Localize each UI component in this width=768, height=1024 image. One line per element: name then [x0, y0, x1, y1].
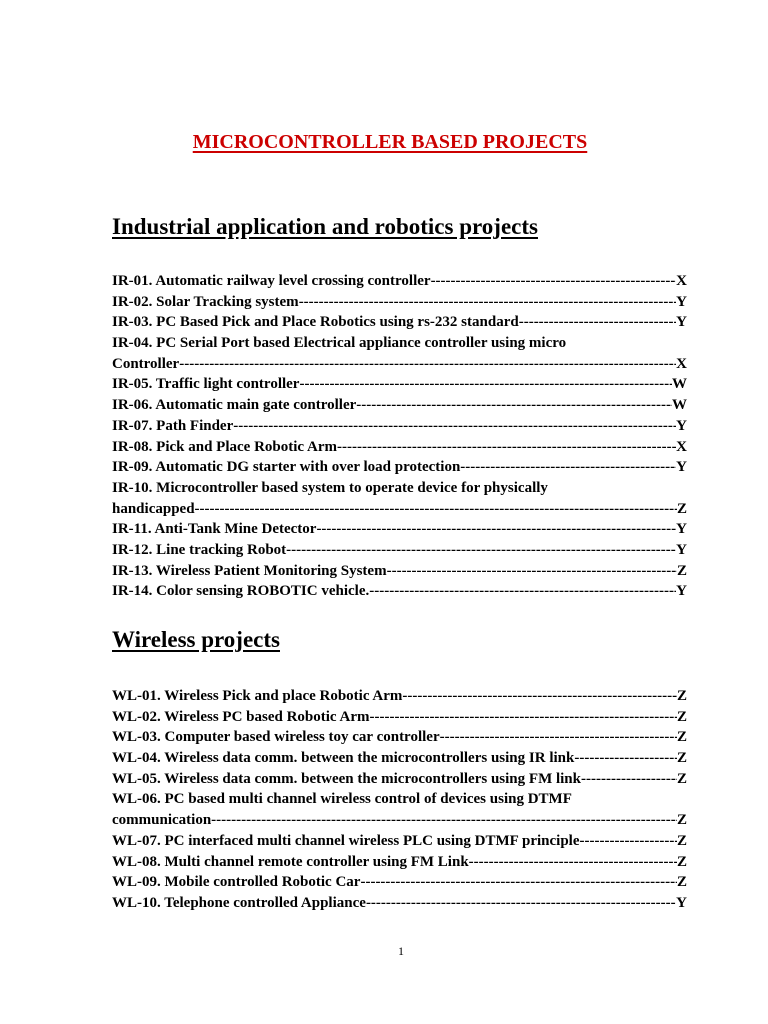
section-heading-wireless: Wireless projects	[112, 627, 280, 652]
list-item: WL-09. Mobile controlled Robotic Car ----- Z	[112, 872, 687, 893]
list-item: WL-08. Multi channel remote controller using FM Link ----- Z	[112, 852, 687, 873]
wireless-project-list	[112, 686, 687, 914]
section-heading-industrial: Industrial application and robotics projects	[112, 214, 538, 239]
page-number: 1	[398, 944, 404, 958]
document-title: MICROCONTROLLER BASED PROJECTS	[192, 131, 588, 153]
list-item: IR-07. Path Finder ----- Y	[112, 416, 687, 437]
list-item: IR-08. Pick and Place Robotic Arm ----- X	[112, 437, 687, 458]
list-item: WL-06. PC based multi channel wireless control of devices using DTMF communication ----- Z	[112, 789, 687, 830]
list-item: IR-10. Microcontroller based system to operate device for physically handicapped ----- Z	[112, 478, 687, 519]
list-item: IR-02. Solar Tracking system ----- Y	[112, 292, 687, 313]
list-item: IR-14. Color sensing ROBOTIC vehicle. ----- Y	[112, 581, 687, 602]
list-item: WL-03. Computer based wireless toy car controller ----- Z	[112, 727, 687, 748]
industrial-project-list	[112, 271, 687, 602]
list-item: IR-11. Anti-Tank Mine Detector ----- Y	[112, 519, 687, 540]
list-item: WL-07. PC interfaced multi channel wireless PLC using DTMF principle ----- Z	[112, 831, 687, 852]
list-item: WL-05. Wireless data comm. between the microcontrollers using FM link ----- Z	[112, 769, 687, 790]
list-item: WL-01. Wireless Pick and place Robotic Arm ----- Z	[112, 686, 687, 707]
list-item: IR-04. PC Serial Port based Electrical appliance controller using micro Controller ----- X	[112, 333, 687, 374]
list-item: IR-09. Automatic DG starter with over load protection ----- Y	[112, 457, 687, 478]
list-item: WL-02. Wireless PC based Robotic Arm ----- Z	[112, 707, 687, 728]
list-item: WL-04. Wireless data comm. between the microcontrollers using IR link ----- Z	[112, 748, 687, 769]
list-item: IR-01. Automatic railway level crossing controller ----- X	[112, 271, 687, 292]
list-item: IR-05. Traffic light controller ----- W	[112, 374, 687, 395]
list-item: IR-12. Line tracking Robot ----- Y	[112, 540, 687, 561]
list-item: WL-10. Telephone controlled Appliance ----- Y	[112, 893, 687, 914]
list-item: IR-13. Wireless Patient Monitoring System ----- Z	[112, 561, 687, 582]
list-item: IR-03. PC Based Pick and Place Robotics using rs-232 standard ----- Y	[112, 312, 687, 333]
list-item: IR-06. Automatic main gate controller ----- W	[112, 395, 687, 416]
